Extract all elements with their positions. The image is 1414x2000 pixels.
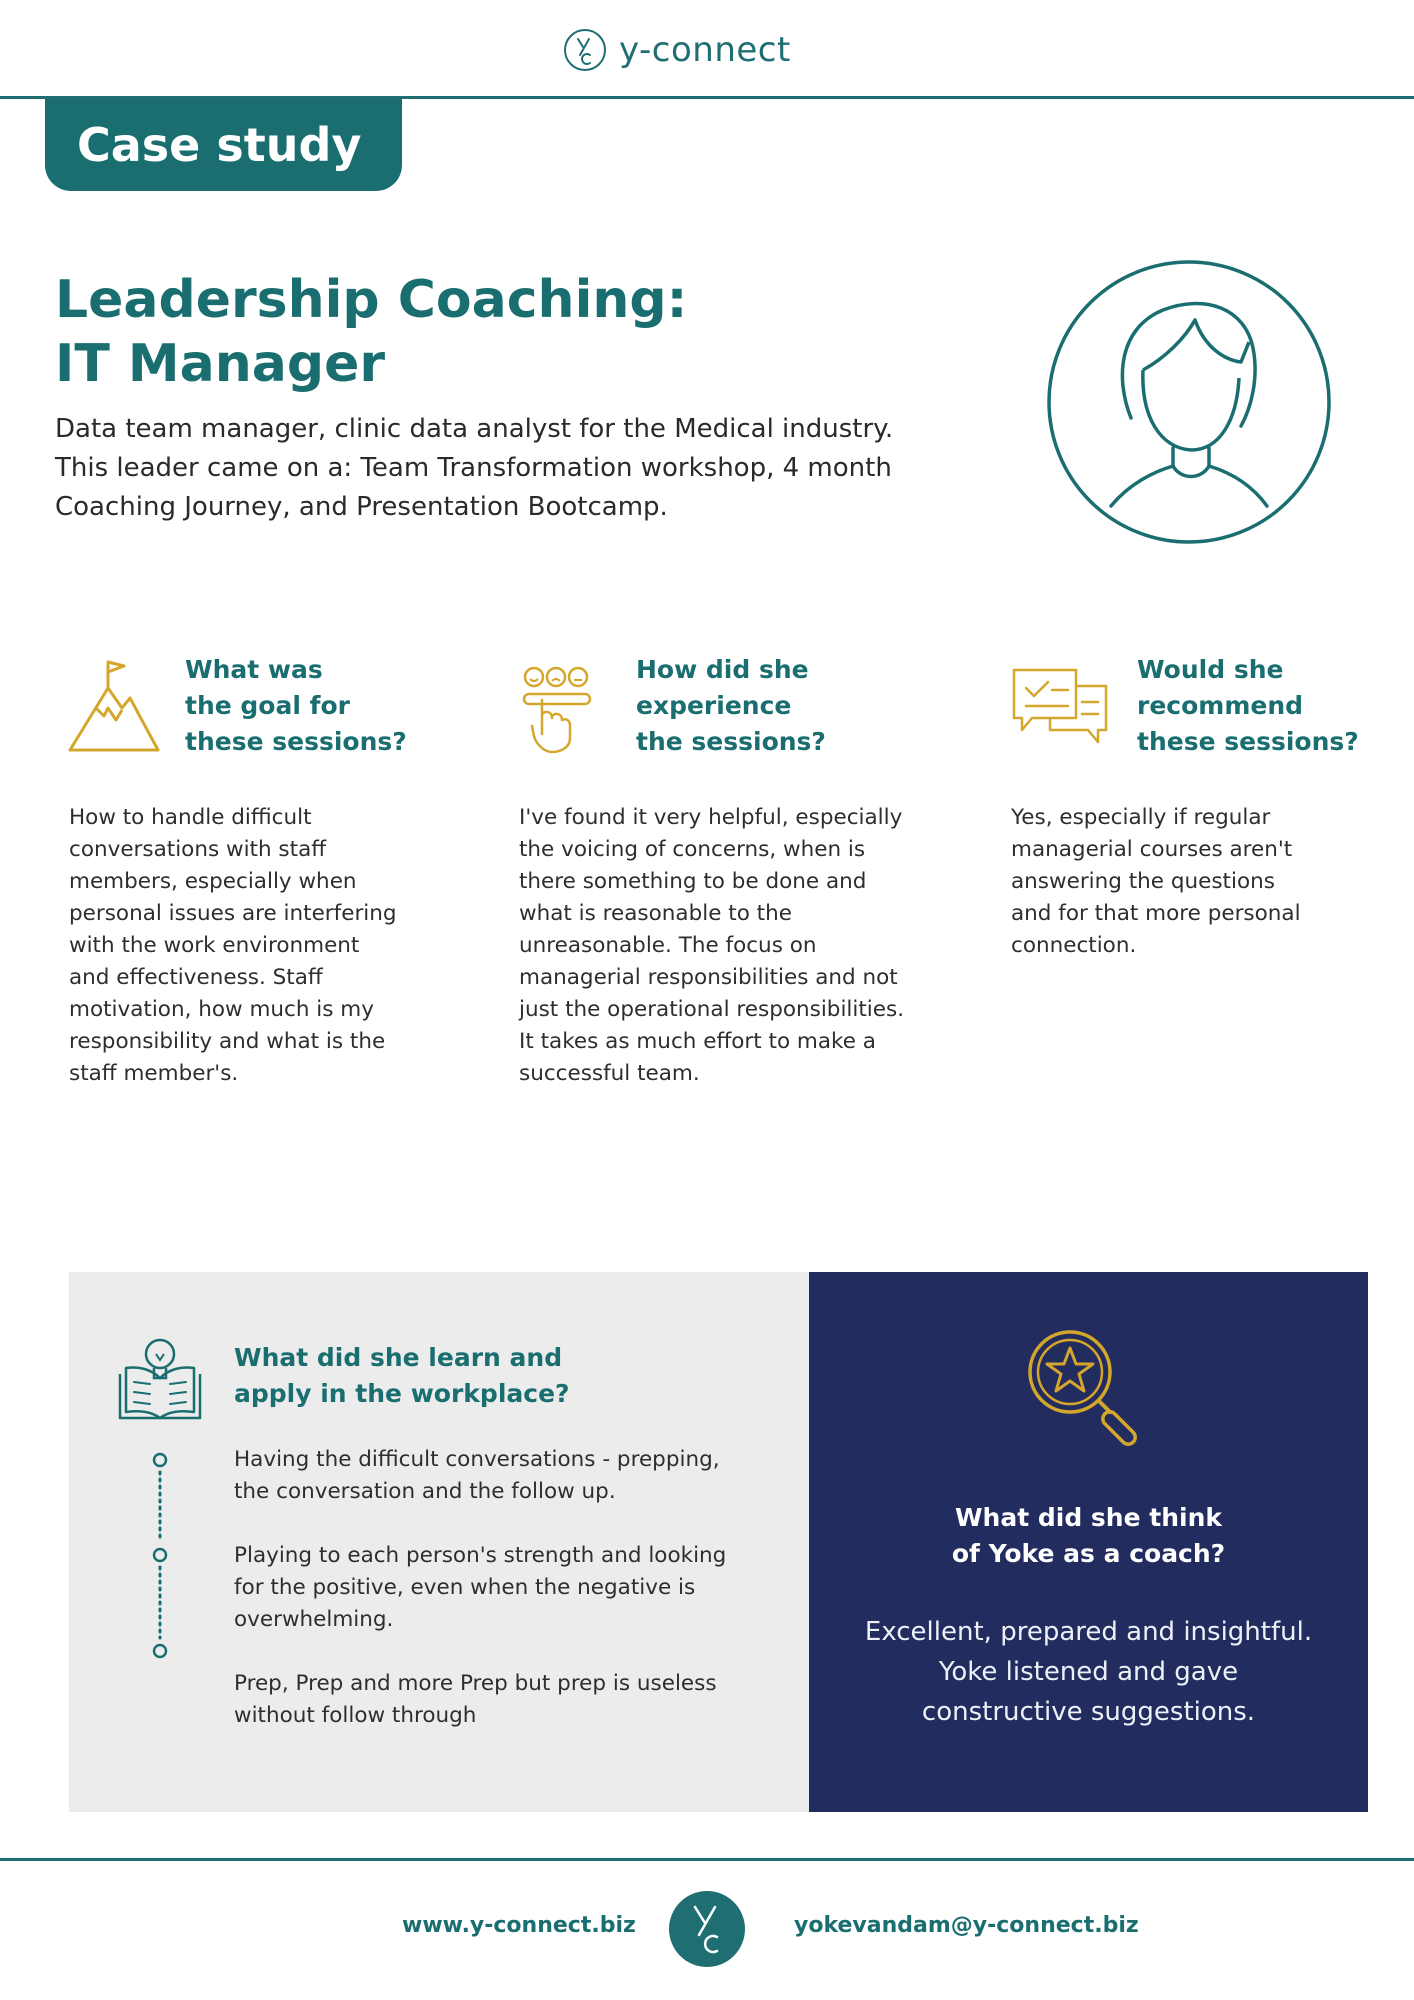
experience-answer xyxy=(519,802,939,1090)
experience-question xyxy=(636,652,826,760)
answer-line: staff member's. xyxy=(69,1061,239,1086)
learn-line: the conversation and the follow up. xyxy=(234,1479,616,1504)
footer-logo xyxy=(669,1891,745,1967)
question-line: recommend xyxy=(1137,691,1304,720)
answer-line: managerial courses aren't xyxy=(1011,837,1293,862)
learn-line: Having the difficult conversations - prepping, xyxy=(234,1447,720,1472)
answer-line: motivation, how much is my xyxy=(69,997,374,1022)
question-line: of Yoke as a coach? xyxy=(951,1539,1226,1568)
title-line: IT Manager xyxy=(55,334,386,394)
coach-question xyxy=(809,1500,1368,1572)
question-line: What was xyxy=(185,655,323,684)
learn-line: Playing to each person's strength and looking xyxy=(234,1543,727,1568)
website-link[interactable]: www.y-connect.biz xyxy=(402,1913,636,1938)
answer-line: and effectiveness. Staff xyxy=(69,965,323,990)
learn-line: Prep, Prep and more Prep but prep is useless xyxy=(234,1671,717,1696)
answer-line: Yes, especially if regular xyxy=(1011,805,1271,830)
answer-line: the voicing of concerns, when is xyxy=(519,837,866,862)
intro-line: Coaching Journey, and Presentation Bootcamp. xyxy=(55,492,668,522)
footer-divider xyxy=(0,1858,1414,1861)
answer-line: managerial responsibilities and not xyxy=(519,965,898,990)
woman-portrait-icon xyxy=(1045,258,1333,546)
answer-line: responsibility and what is the xyxy=(69,1029,386,1054)
question-line: apply in the workplace? xyxy=(234,1379,570,1408)
answer-line: members, especially when xyxy=(69,869,357,894)
question-line: What did she learn and xyxy=(234,1343,563,1372)
recommend-question xyxy=(1137,652,1359,760)
case-study-tag: Case study xyxy=(45,99,402,191)
answer-line: personal issues are interfering xyxy=(69,901,397,926)
learn-question xyxy=(234,1340,570,1412)
intro-line: This leader came on a: Team Transformation workshop, 4 month xyxy=(55,453,892,483)
feedback-rating-icon xyxy=(522,664,614,754)
coach-answer xyxy=(829,1612,1348,1732)
chat-bubbles-check-icon xyxy=(1010,666,1110,746)
recommend-answer xyxy=(1011,802,1351,962)
book-lightbulb-icon xyxy=(116,1332,204,1424)
answer-line: conversations with staff xyxy=(69,837,327,862)
learn-line: for the positive, even when the negative is xyxy=(234,1575,696,1600)
learn-item xyxy=(234,1540,754,1636)
title-line: Leadership Coaching: xyxy=(55,270,688,330)
answer-line: I've found it very helpful, especially xyxy=(519,805,903,830)
timeline-dots-icon xyxy=(150,1450,170,1662)
learn-line: without follow through xyxy=(234,1703,477,1728)
goal-question xyxy=(185,652,407,760)
answer-line: Excellent, prepared and insightful. xyxy=(864,1617,1313,1647)
question-line: Would she xyxy=(1137,655,1284,684)
intro-text xyxy=(55,410,935,527)
answer-line: there something to be done and xyxy=(519,869,867,894)
answer-line: constructive suggestions. xyxy=(921,1697,1256,1727)
yc-logo-icon xyxy=(669,1891,745,1967)
answer-line: Yoke listened and gave xyxy=(938,1657,1239,1687)
answer-line: successful team. xyxy=(519,1061,700,1086)
brand-name: y-connect xyxy=(619,30,791,70)
email-link[interactable]: yokevandam@y-connect.biz xyxy=(794,1913,1139,1938)
goal-answer xyxy=(69,802,409,1090)
page-title xyxy=(55,268,687,396)
question-line: the goal for xyxy=(185,691,351,720)
answer-line: and for that more personal xyxy=(1011,901,1301,926)
question-line: How did she xyxy=(636,655,809,684)
question-line: experience xyxy=(636,691,792,720)
mountain-flag-icon xyxy=(68,658,160,754)
intro-line: Data team manager, clinic data analyst for the Medical industry. xyxy=(55,414,894,444)
question-line: the sessions? xyxy=(636,727,826,756)
question-line: these sessions? xyxy=(185,727,407,756)
learn-line: overwhelming. xyxy=(234,1607,394,1632)
answer-line: just the operational responsibilities. xyxy=(519,997,905,1022)
question-line: these sessions? xyxy=(1137,727,1359,756)
yc-logo-icon xyxy=(563,28,607,72)
magnifier-star-icon xyxy=(1024,1326,1148,1450)
answer-line: what is reasonable to the xyxy=(519,901,792,926)
question-line: What did she think xyxy=(954,1503,1223,1532)
brand xyxy=(563,28,791,72)
answer-line: connection. xyxy=(1011,933,1137,958)
learn-item xyxy=(234,1444,754,1508)
answer-line: answering the questions xyxy=(1011,869,1275,894)
answer-line: It takes as much effort to make a xyxy=(519,1029,876,1054)
answer-line: unreasonable. The focus on xyxy=(519,933,817,958)
learn-item xyxy=(234,1668,754,1732)
answer-line: How to handle difficult xyxy=(69,805,312,830)
answer-line: with the work environment xyxy=(69,933,360,958)
